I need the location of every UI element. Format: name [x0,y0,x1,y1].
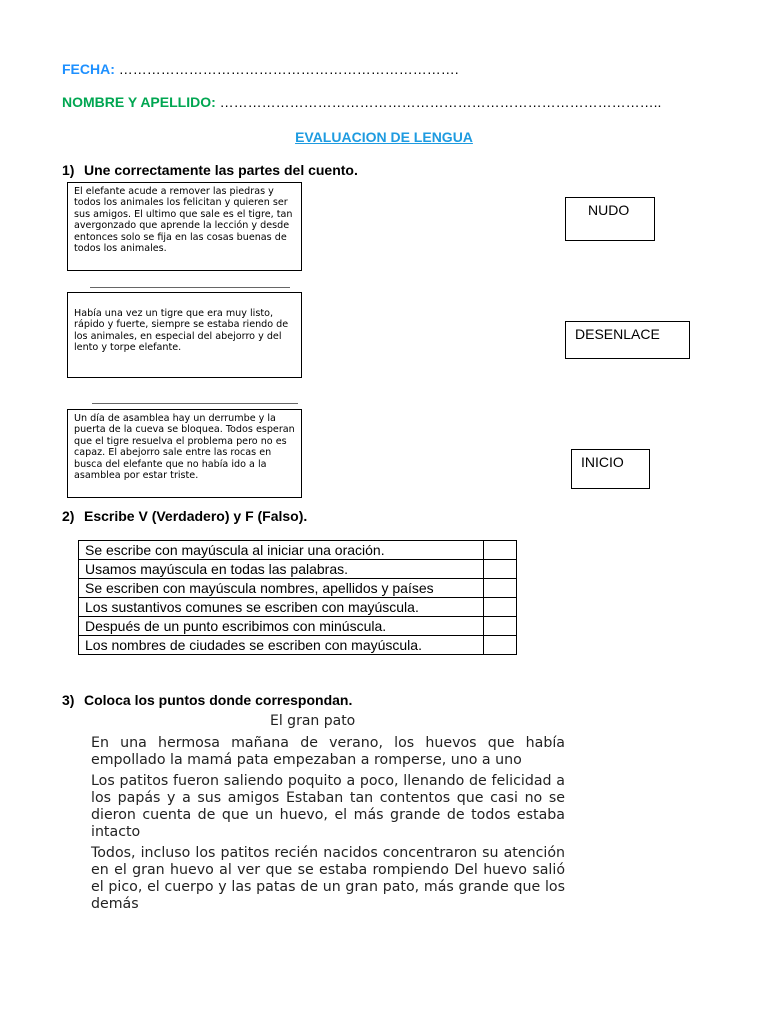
nombre-blank[interactable]: ………………………………………………………………………………….. [219,94,662,110]
answer-cell[interactable] [484,636,517,655]
fecha-blank[interactable]: ………………………………………………………………. [118,61,459,77]
question-text: Escribe V (Verdadero) y F (Falso). [84,508,308,524]
table-row [79,636,517,655]
answer-cell[interactable] [484,617,517,636]
nombre-line [62,94,661,110]
story-box-1: El elefante acude a remover las piedras y todos los animales los felicitan y quieren ser sus amigos. El ultimo que sale es el tigre, tan avergonzado que aprende la lección y desde entonces solo se fija en las cosas buenas de todos los animales. [67,182,302,271]
statement-cell: Usamos mayúscula en todas las palabras. [79,560,484,579]
nombre-label: NOMBRE Y APELLIDO: [62,94,216,110]
question-3 [62,692,352,708]
story-box-2: Había una vez un tigre que era muy listo, rápido y fuerte, siempre se estaba riendo de los animales, en especial del abejorro y del lento y torpe elefante. [67,292,302,378]
label-box-desenlace[interactable]: DESENLACE [565,321,690,359]
statement-cell: Se escribe con mayúscula al iniciar una oración. [79,541,484,560]
fecha-line [62,61,459,77]
question-number: 3) [62,692,75,708]
table-row [79,579,517,598]
story-box-3: Un día de asamblea hay un derrumbe y la puerta de la cueva se bloquea. Todos esperan que el tigre resuelva el problema pero no es capaz. El abejorro sale entre las rocas en busca del elefante que no había ido a la asamblea por estar triste. [67,409,302,498]
question-1 [62,162,358,178]
fecha-label: FECHA: [62,61,115,77]
statement-cell: Después de un punto escribimos con minúscula. [79,617,484,636]
story-paragraph: Todos, incluso los patitos recién nacidos concentraron su atención en el gran huevo al ver que se estaba rompiendo Del huevo salió el pico, el cuerpo y las patas de un gran pato, más grande que los demás [91,845,565,912]
question-text: Coloca los puntos donde correspondan. [84,692,353,708]
question-number: 2) [62,508,75,524]
story-title: El gran pato [270,713,356,729]
answer-cell[interactable] [484,560,517,579]
label-box-nudo[interactable]: NUDO [565,197,655,241]
story-paragraph: Los patitos fueron saliendo poquito a poco, llenando de felicidad a los papás y a sus amigos Estaban tan contentos que casi no se dieron cuenta de que un huevo, el más grande de todos estaba intacto [91,773,565,840]
question-2 [62,508,307,524]
story-paragraph: En una hermosa mañana de verano, los huevos que había empollado la mamá pata empezaban a romperse, uno a uno [91,735,565,768]
separator-line [92,403,298,404]
question-text: Une correctamente las partes del cuento. [84,162,358,178]
true-false-table [78,540,517,655]
label-box-inicio[interactable]: INICIO [571,449,650,489]
statement-cell: Se escriben con mayúscula nombres, apellidos y países [79,579,484,598]
table-row [79,617,517,636]
table-row [79,541,517,560]
separator-line [90,287,290,288]
answer-cell[interactable] [484,579,517,598]
answer-cell[interactable] [484,598,517,617]
page-title: EVALUACION DE LENGUA [295,129,473,145]
story-text [91,735,565,917]
question-number: 1) [62,162,75,178]
table-row [79,560,517,579]
answer-cell[interactable] [484,541,517,560]
statement-cell: Los sustantivos comunes se escriben con mayúscula. [79,598,484,617]
table-row [79,598,517,617]
statement-cell: Los nombres de ciudades se escriben con mayúscula. [79,636,484,655]
